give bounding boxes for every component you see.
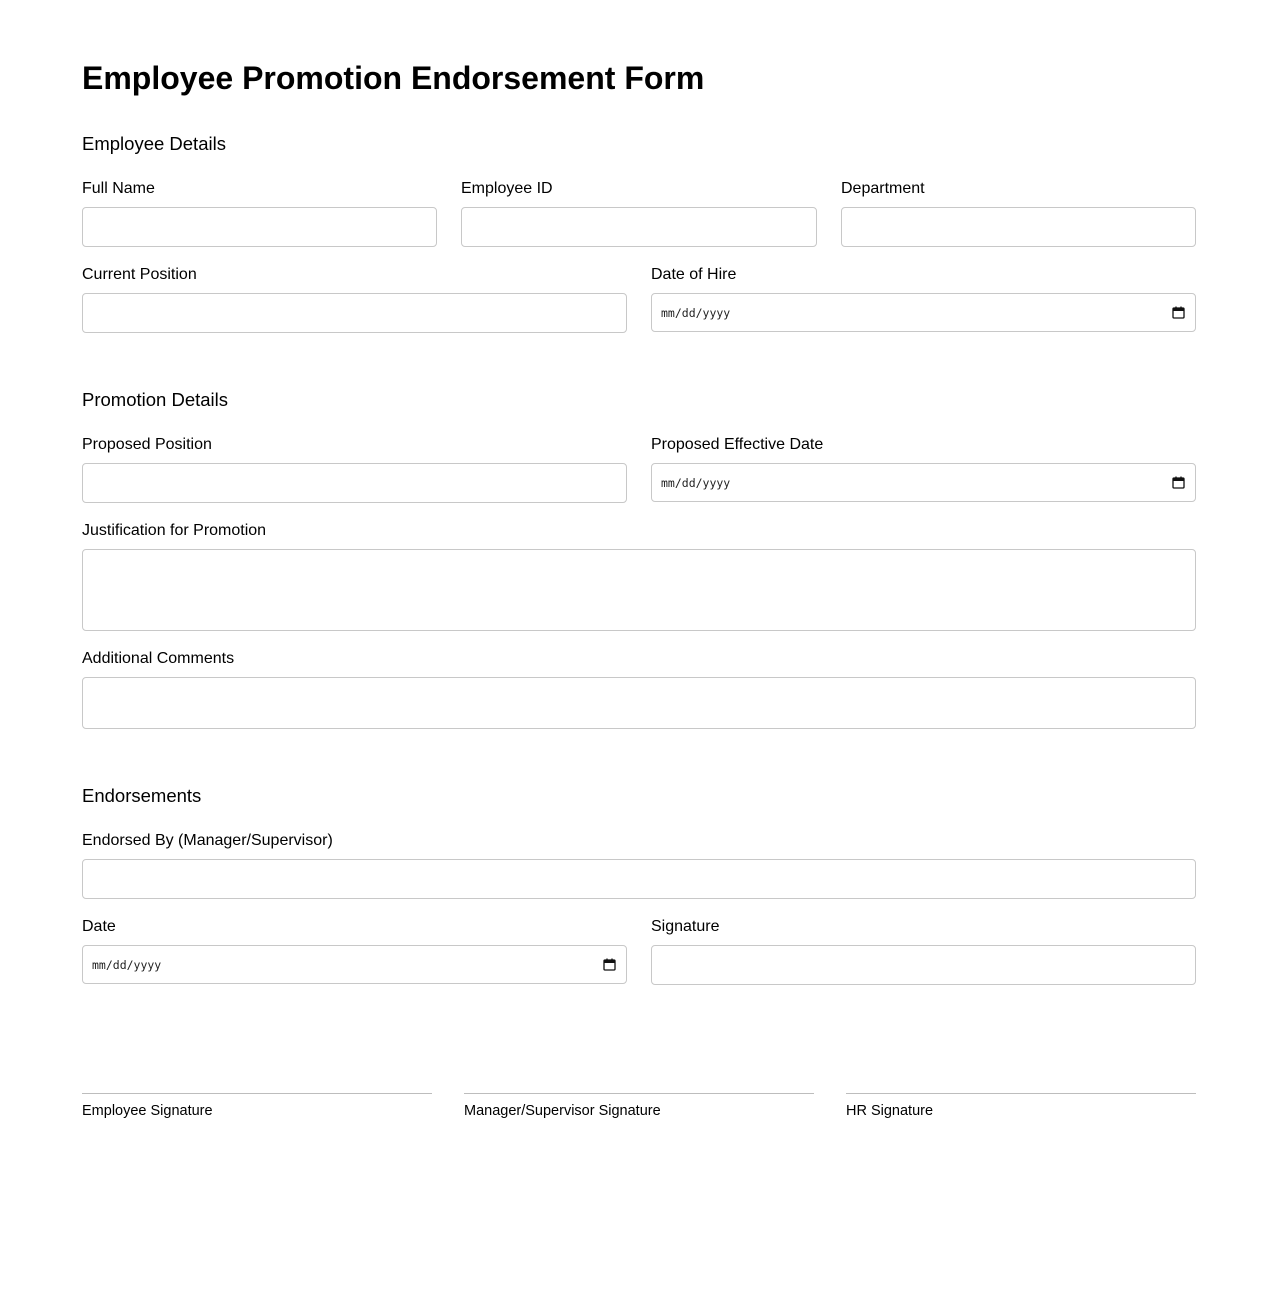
additional-comments-label: Additional Comments (82, 650, 235, 667)
date-of-hire-input[interactable] (651, 293, 1196, 332)
additional-comments-group (82, 649, 1196, 669)
calendar-icon[interactable] (1172, 476, 1185, 489)
endorsement-signature-input[interactable] (651, 945, 1196, 985)
proposed-position-input[interactable] (82, 463, 627, 503)
endorsement-date-placeholder: mm/dd/yyyy (92, 957, 162, 972)
manager-signature-line (464, 1093, 814, 1094)
employee-signature-line (82, 1093, 432, 1094)
additional-comments-textarea[interactable] (82, 677, 1196, 729)
endorsement-date-input[interactable] (82, 945, 627, 984)
endorsement-signature-group (651, 917, 1196, 937)
current-position-input[interactable] (82, 293, 627, 333)
endorsement-date-group (82, 917, 627, 972)
proposed-effective-date-placeholder: mm/dd/yyyy (661, 475, 731, 490)
employee-signature-label: Employee Signature (82, 1103, 213, 1119)
date-of-hire-placeholder: mm/dd/yyyy (661, 305, 731, 320)
section-title-employee-details: Employee Details (82, 133, 226, 154)
full-name-label: Full Name (82, 180, 155, 197)
section-title-promotion-details: Promotion Details (82, 389, 229, 410)
current-position-group (82, 265, 627, 285)
endorsed-by-label: Endorsed By (Manager/Supervisor) (82, 832, 333, 849)
employee-id-group (461, 179, 817, 199)
employee-id-label: Employee ID (461, 180, 553, 197)
employee-id-input[interactable] (461, 207, 817, 247)
department-group (841, 179, 1196, 199)
proposed-effective-date-group (651, 435, 1196, 490)
proposed-effective-date-input[interactable] (651, 463, 1196, 502)
justification-textarea[interactable] (82, 549, 1196, 631)
endorsed-by-input[interactable] (82, 859, 1196, 899)
current-position-label: Current Position (82, 266, 197, 283)
endorsed-by-group (82, 831, 1196, 851)
justification-label: Justification for Promotion (82, 522, 267, 539)
proposed-effective-date-label: Proposed Effective Date (651, 436, 824, 453)
justification-group (82, 521, 1196, 541)
calendar-icon[interactable] (1172, 306, 1185, 319)
department-label: Department (841, 180, 925, 197)
full-name-input[interactable] (82, 207, 437, 247)
endorsement-date-label: Date (82, 918, 116, 935)
manager-signature-label: Manager/Supervisor Signature (464, 1103, 661, 1119)
calendar-icon[interactable] (603, 958, 616, 971)
page-title: Employee Promotion Endorsement Form (82, 60, 705, 96)
hr-signature-line (846, 1093, 1196, 1094)
department-input[interactable] (841, 207, 1196, 247)
hr-signature-block (846, 1093, 1196, 1120)
endorsement-signature-label: Signature (651, 918, 720, 935)
employee-signature-block (82, 1093, 432, 1120)
proposed-position-group (82, 435, 627, 455)
date-of-hire-group (651, 265, 1196, 320)
full-name-group (82, 179, 437, 199)
proposed-position-label: Proposed Position (82, 436, 212, 453)
section-title-endorsements: Endorsements (82, 785, 202, 806)
date-of-hire-label: Date of Hire (651, 266, 737, 283)
hr-signature-label: HR Signature (846, 1103, 934, 1119)
manager-signature-block (464, 1093, 814, 1120)
